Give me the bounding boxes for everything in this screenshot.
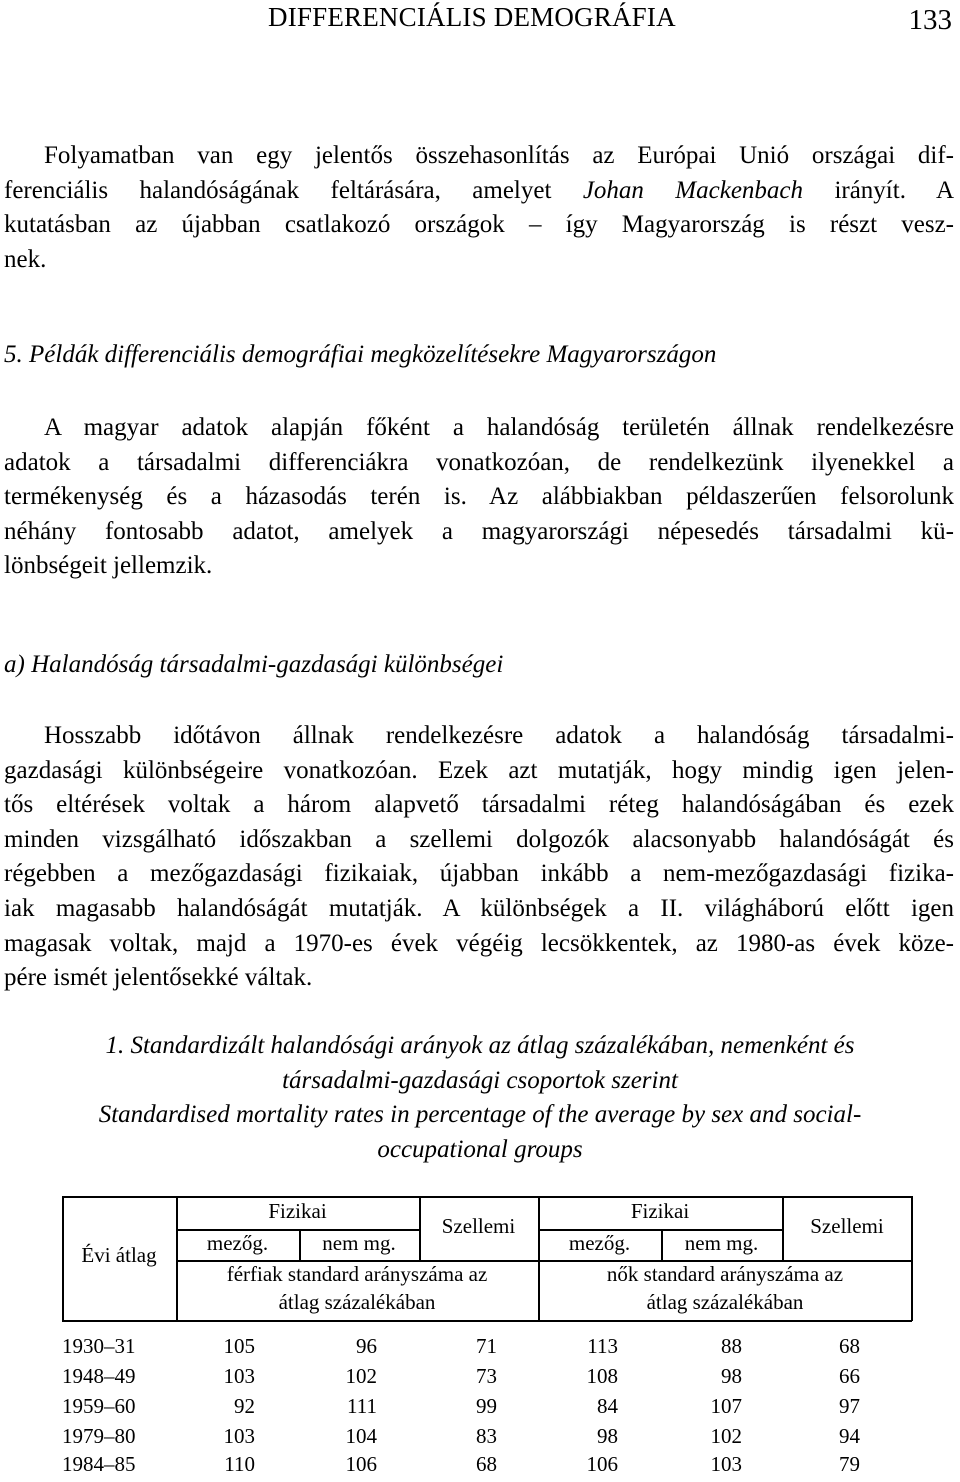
cell-value: 103 [710, 1452, 742, 1476]
cell-value: 107 [710, 1394, 742, 1418]
table-row [62, 1424, 912, 1454]
intro-line: ferenciális halandóságának feltárására, amelyet Johan Mackenbach irányít. A [4, 176, 955, 204]
table-header [62, 1196, 912, 1321]
caption-line: Standardised mortality rates in percentage of the average by sex and social- [98, 1101, 862, 1128]
header-year: Évi átlag [81, 1243, 157, 1267]
cell-value: 108 [586, 1364, 618, 1388]
cell-value: 88 [721, 1334, 742, 1358]
caption-line: occupational groups [377, 1135, 583, 1163]
section5-line: termékenység és a házasodás terén is. Az alábbiakban példaszerűen felsorolunk [4, 483, 954, 511]
cell-value: 102 [345, 1364, 377, 1388]
header-fizikai-women: Fizikai [630, 1199, 690, 1223]
cell-year: 1948–49 [62, 1364, 136, 1388]
cell-value: 79 [839, 1452, 860, 1476]
cell-value: 103 [223, 1364, 255, 1388]
table-row [62, 1394, 912, 1424]
header-men-label: átlag százalékában [278, 1290, 436, 1314]
cell-value: 110 [224, 1452, 255, 1476]
cell-value: 111 [347, 1394, 377, 1418]
header-szellemi-women: Szellemi [810, 1214, 884, 1238]
intro-line: Folyamatban van egy jelentős összehasonlítás az Európai Unió országai dif- [44, 142, 954, 169]
cell-value: 113 [587, 1334, 618, 1358]
cell-value: 106 [586, 1452, 618, 1476]
table-row [62, 1334, 912, 1364]
cell-value: 105 [223, 1334, 255, 1358]
subsection-a-line: gazdasági különbségeire vonatkozóan. Ezek azt mutatják, hogy mindig igen jelen- [4, 756, 954, 784]
cell-value: 104 [345, 1424, 377, 1448]
header-mezog-women: mezőg. [568, 1231, 631, 1255]
subsection-heading: a) Halandóság társadalmi-gazdasági különbségei [4, 651, 504, 678]
cell-value: 71 [476, 1334, 497, 1358]
cell-value: 92 [234, 1394, 255, 1418]
section-heading: 5. Példák differenciális demográfiai megközelítésekre Magyarországon [4, 341, 717, 368]
header-nemmg-women: nem mg. [684, 1231, 759, 1255]
cell-value: 102 [710, 1424, 742, 1448]
header-nemmg-men: nem mg. [322, 1231, 396, 1255]
subsection-a-paragraph [4, 719, 954, 996]
intro-paragraph [4, 139, 954, 277]
header-women-label: átlag százalékában [646, 1290, 804, 1314]
caption-line: 1. Standardizált halandósági arányok az átlag százalékában, nemenként és [105, 1032, 855, 1059]
cell-value: 68 [839, 1334, 860, 1358]
header-men-label: férfiak standard arányszáma az [226, 1262, 488, 1286]
subsection-a-line: iak magasabb halandóságát mutatják. A különbségek a II. világháború előtt igen [4, 894, 954, 922]
header-szellemi-men: Szellemi [441, 1214, 516, 1238]
section5-line: lönbségeit jellemzik. [4, 552, 213, 580]
section5-line: A magyar adatok alapján főként a halandóság területén állnak rendelkezésre [44, 414, 954, 441]
subsection-a-line: minden vizsgálható időszakban a szellemi dolgozók alacsonyabb halandóságát és [4, 825, 954, 853]
caption-line: társadalmi-gazdasági csoportok szerint [282, 1066, 678, 1094]
cell-value: 68 [476, 1452, 497, 1476]
section5-paragraph [4, 411, 954, 584]
table-row [62, 1364, 912, 1394]
cell-value: 98 [597, 1424, 618, 1448]
header-fizikai-men: Fizikai [268, 1199, 327, 1223]
section5-line: néhány fontosabb adatot, amelyek a magyarországi népesedés társadalmi kü- [4, 517, 954, 545]
cell-value: 73 [476, 1364, 497, 1388]
running-header-title: DIFFERENCIÁLIS DEMOGRÁFIA [268, 2, 676, 32]
cell-value: 66 [839, 1364, 860, 1388]
section5-line: adatok a társadalmi differenciákra vonatkozóan, de rendelkezünk ilyenekkel a [4, 448, 954, 476]
author-name: Johan Mackenbach [582, 176, 804, 204]
cell-value: 97 [839, 1394, 860, 1418]
cell-year: 1984–85 [62, 1452, 136, 1476]
header-women-label: nők standard arányszáma az [606, 1262, 844, 1286]
table-rule [62, 1196, 912, 1198]
cell-value: 96 [356, 1334, 377, 1358]
cell-value: 94 [839, 1424, 860, 1448]
table-caption [0, 1029, 960, 1167]
cell-value: 99 [476, 1394, 497, 1418]
cell-value: 83 [476, 1424, 497, 1448]
intro-line: nek. [4, 245, 47, 273]
subsection-a-line: tős eltérések voltak a három alapvető társadalmi réteg halandóságában és ezek [4, 791, 954, 819]
subsection-a-line: magasak voltak, majd a 1970-es évek végéig lecsökkentek, az 1980-as évek köze- [4, 929, 954, 957]
cell-year: 1930–31 [62, 1334, 136, 1358]
subsection-a-line: Hosszabb időtávon állnak rendelkezésre adatok a halandóság társadalmi- [44, 722, 954, 749]
intro-line: kutatásban az újabban csatlakozó országok – így Magyarország is részt vesz- [4, 211, 954, 239]
page-number: 133 [908, 4, 952, 36]
table-rule [62, 1320, 912, 1322]
cell-year: 1979–80 [62, 1424, 136, 1448]
cell-value: 106 [345, 1452, 377, 1476]
cell-value: 103 [223, 1424, 255, 1448]
cell-value: 98 [721, 1364, 742, 1388]
subsection-a-line: pére ismét jelentősekké váltak. [4, 964, 313, 992]
cell-value: 84 [597, 1394, 618, 1418]
subsection-a-line: régebben a mezőgazdasági fizikaiak, újabban inkább a nem-mezőgazdasági fizika- [4, 860, 954, 888]
header-mezog-men: mezőg. [206, 1231, 269, 1255]
cell-year: 1959–60 [62, 1394, 136, 1418]
